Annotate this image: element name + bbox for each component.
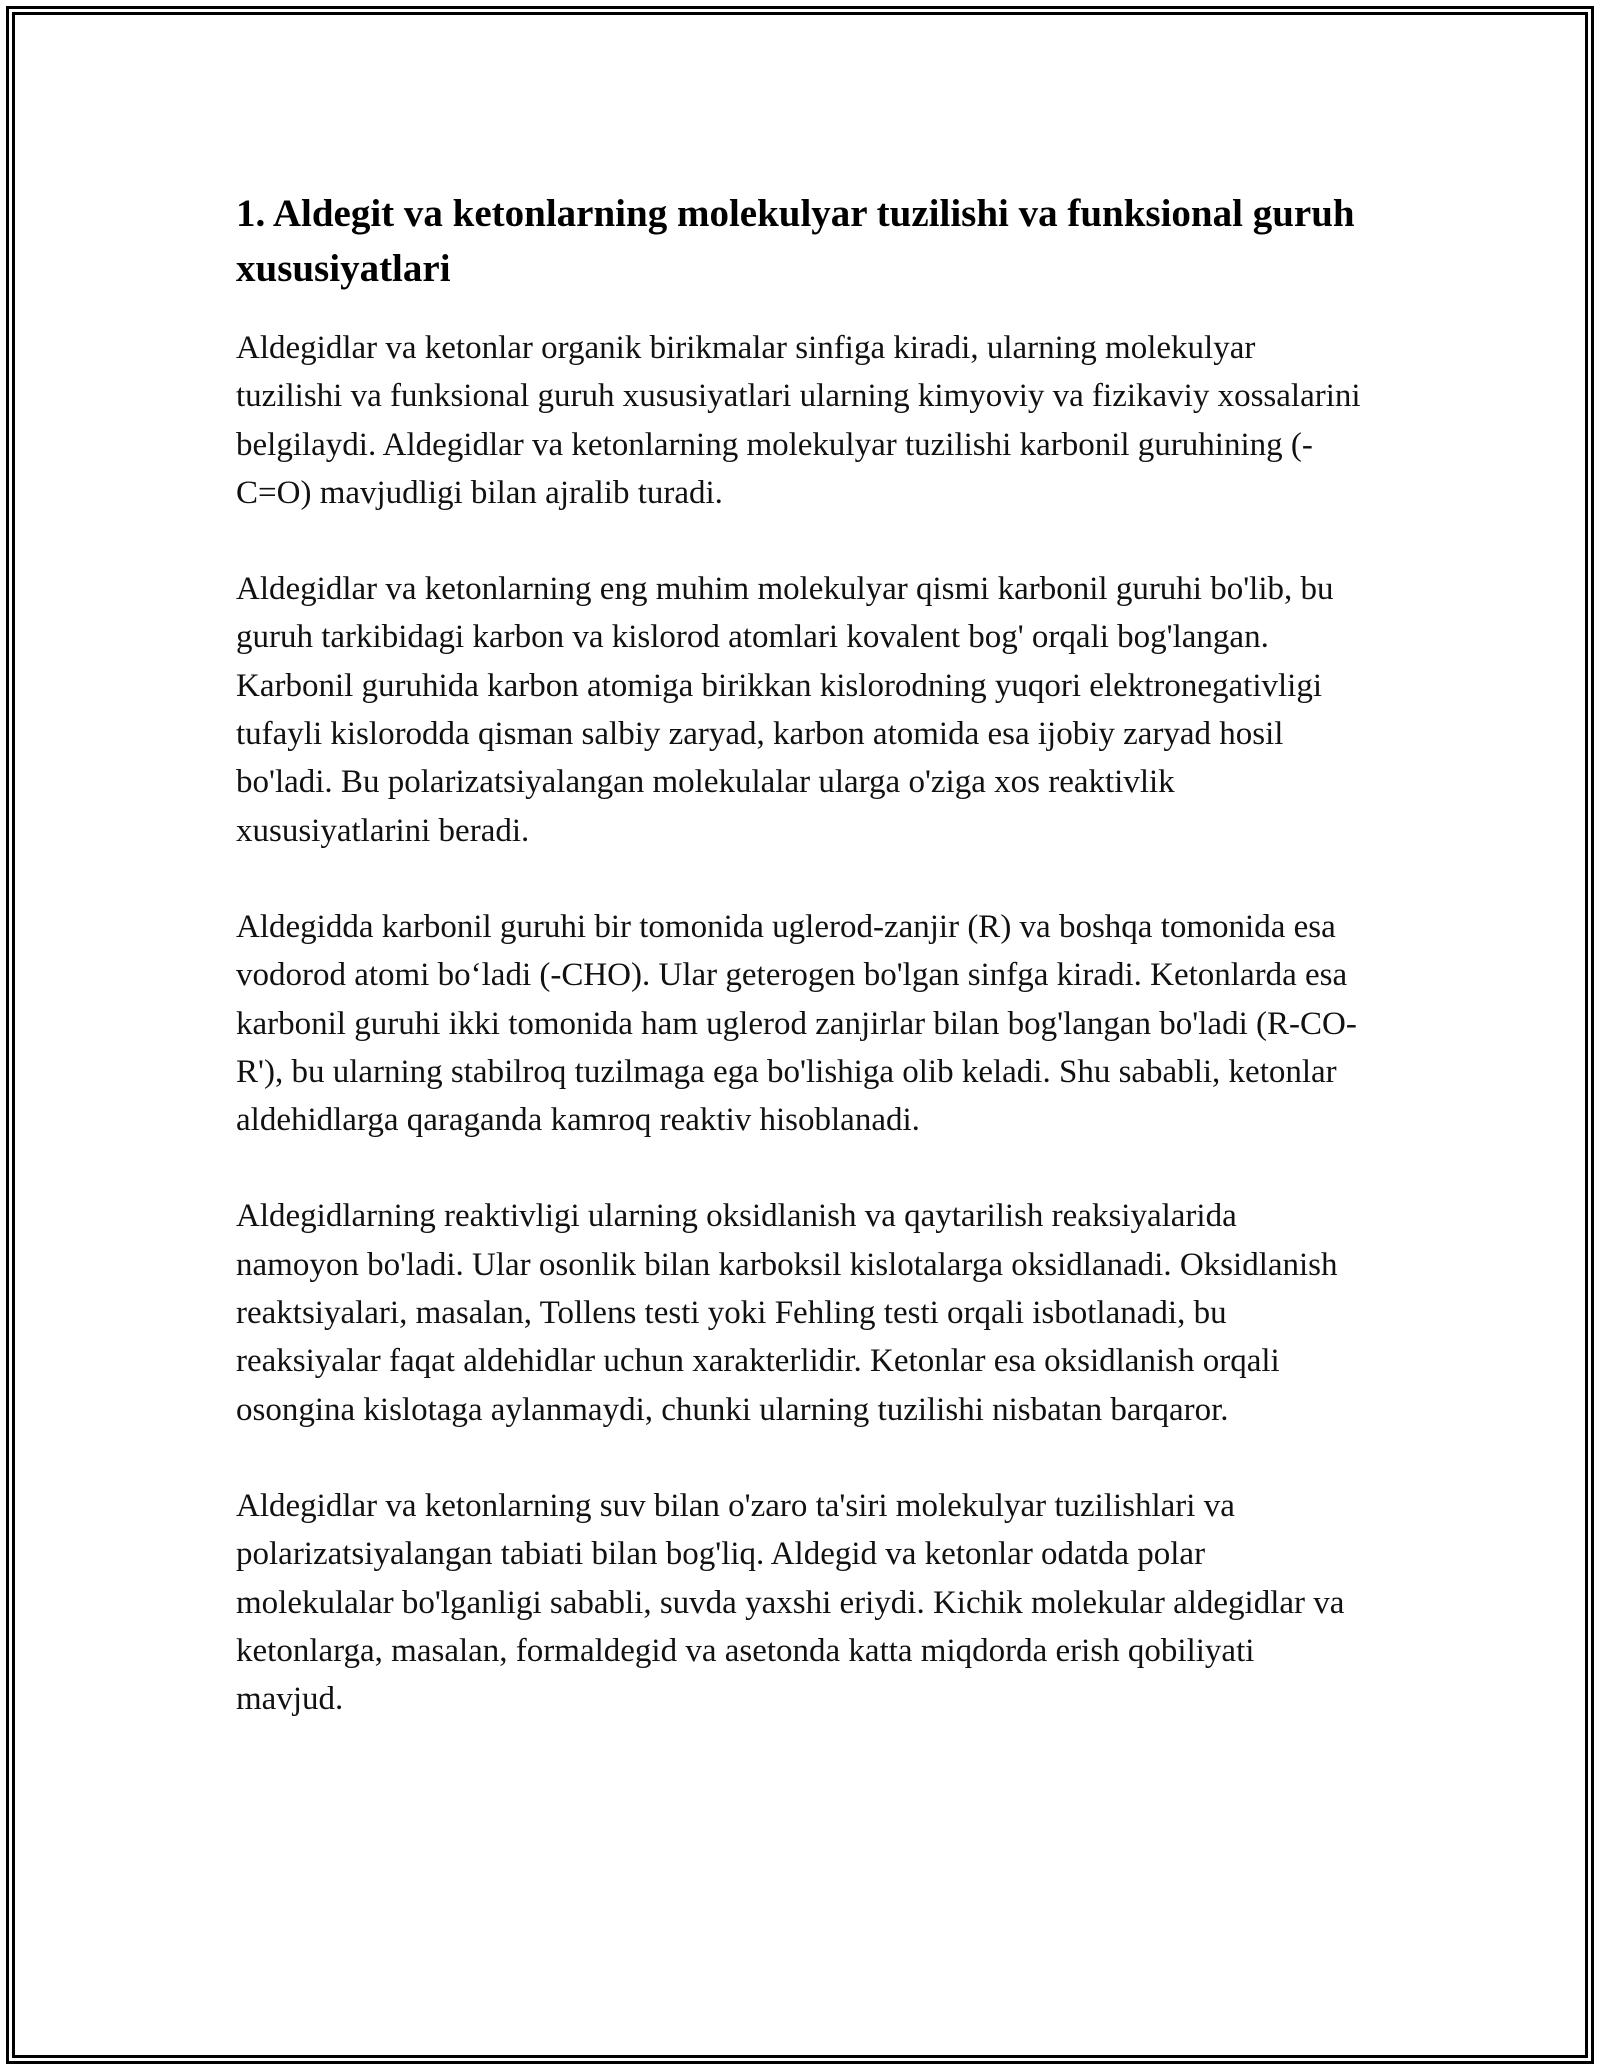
section-heading: 1. Aldegit va ketonlarning molekulyar tuzilishi va funksional guruh xususiyatlari [236,192,1355,290]
paragraph-2: Aldegidlar va ketonlarning eng muhim molekulyar qismi karbonil guruhi bo'lib, bu guruh tarkibidagi karbon va kislorod atomlari kovalent bog' orqali bog'langan. Karbonil guruhida karbon atomiga birikkan kislorodning yuqori elektronegativligi tufayli kislorodda qisman salbiy zaryad, karbon atomida esa ijobiy zaryad hosil bo'ladi. Bu polarizatsiyalangan molekulalar ularga o'ziga xos reaktivlik xususiyatlarini beradi. [236,571,1334,849]
paragraph-1: Aldegidlar va ketonlar organik birikmalar sinfiga kiradi, ularning molekulyar tuzilishi va funksional guruh xususiyatlari ularning kimyoviy va fizikaviy xossalarini belgilaydi. Aldegidlar va ketonlarning molekulyar tuzilishi karbonil guruhining (-C=O) mavjudligi bilan ajralib turadi. [236,330,1361,511]
paragraph-5: Aldegidlar va ketonlarning suv bilan o'zaro ta'siri molekulyar tuzilishlari va polarizatsiyalangan tabiati bilan bog'liq. Aldegid va ketonlar odatda polar molekulalar bo'lganligi sababli, suvda yaxshi eriydi. Kichik molekular aldegidlar va ketonlarga, masalan, formaldegid va asetonda katta miqdorda erish qobiliyati mavjud. [236,1487,1345,1718]
paragraph-4: Aldegidlarning reaktivligi ularning oksidlanish va qaytarilish reaksiyalarida namoyon bo'ladi. Ular osonlik bilan karboksil kislotalarga oksidlanadi. Oksidlanish reaktsiyalari, masalan, Tollens testi yoki Fehling testi orqali isbotlanadi, bu reaksiyalar faqat aldehidlar uchun xarakterlidir. Ketonlar esa oksidlanish orqali osongina kislotaga aylanmaydi, chunki ularning tuzilishi nisbatan barqaror. [236,1198,1338,1428]
paragraph-3: Aldegidda karbonil guruhi bir tomonida uglerod-zanjir (R) va boshqa tomonida esa vodorod atomi bo‘ladi (-CHO). Ular geterogen bo'lgan sinfga kiradi. Ketonlarda esa karbonil guruhi ikki tomonida ham uglerod zanjirlar bilan bog'langan bo'ladi (R-CO-R'), bu ularning stabilroq tuzilmaga ega bo'lishiga olib keladi. Shu sababli, ketonlar aldehidlarga qaraganda kamroq reaktiv hisoblanadi. [236,908,1357,1139]
document-body [236,186,1366,1771]
